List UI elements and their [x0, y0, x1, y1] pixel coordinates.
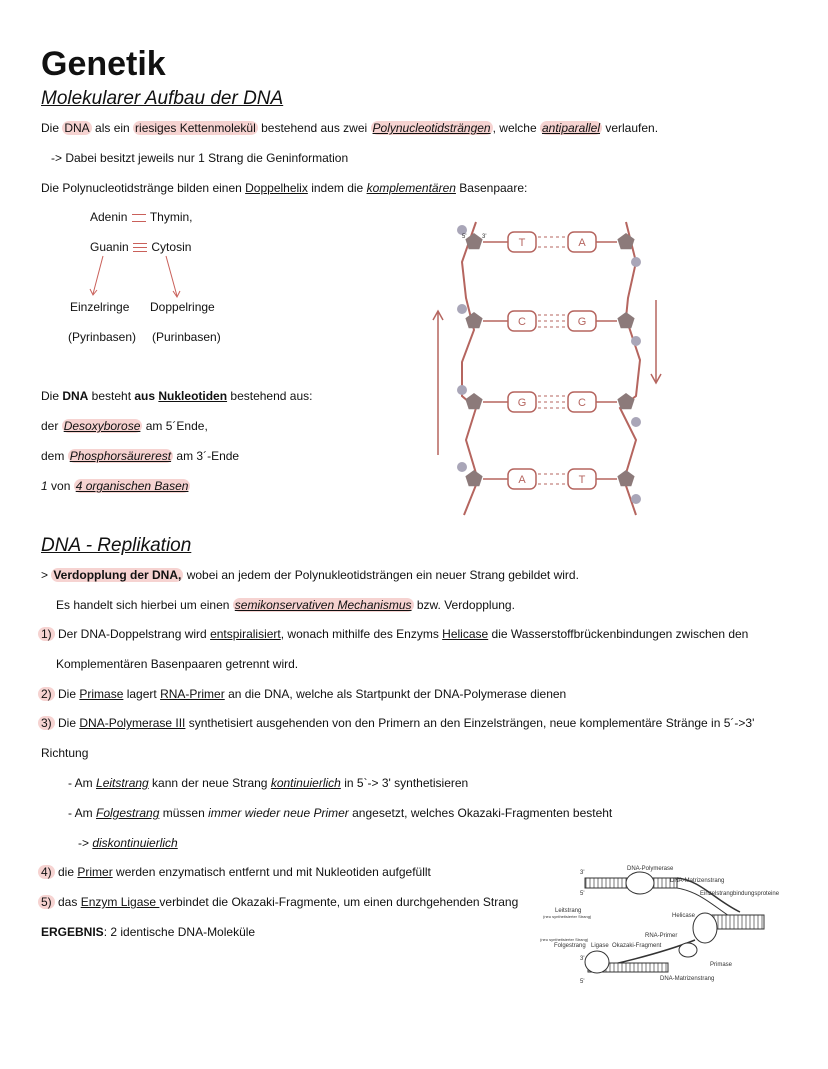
label-rna-primer: RNA-Primer	[645, 933, 678, 939]
section-heading-structure: Molekularer Aufbau der DNA	[41, 88, 284, 109]
label-leitstrang-sub: (neu synthetisierter Strang)	[543, 914, 592, 919]
geninfo-line: -> Dabei besitzt jeweils nur 1 Strang die Geninformation	[51, 151, 349, 165]
base-letter-right: T	[578, 474, 586, 486]
base-letter-right: A	[578, 237, 586, 249]
step-1-continued: Komplementären Basenpaaren getrennt wird.	[56, 657, 299, 671]
leitstrang-line: - Am Leitstrang kann der neue Strang kontinuierlich in 5`-> 3' synthetisieren	[68, 776, 469, 790]
basen-line: 1 von 4 organischen Basen	[41, 479, 189, 493]
label-helicase: Helicase	[672, 913, 696, 919]
label-3-prime: 3'	[482, 234, 487, 240]
result-line: ERGEBNIS: 2 identische DNA-Moleküle	[41, 925, 256, 939]
base-letter-left: T	[518, 237, 526, 249]
pair-guanin-cytosin: Guanin Cytosin	[90, 240, 192, 254]
label-polymerase: DNA-Polymerase	[627, 866, 674, 872]
step-3-continued: Richtung	[41, 746, 89, 760]
dna-intro-line: Die DNA als ein riesiges Kettenmolekül bestehend aus zwei Polynucleotidsträngen , welche antiparallel verlaufen.	[41, 121, 659, 135]
pair-adenin-thymin: Adenin Thymin,	[90, 210, 193, 224]
helicase-icon	[693, 913, 717, 943]
base-letter-right: G	[577, 316, 587, 328]
base-letter-left: A	[518, 474, 526, 486]
label-folge-sub: (neu synthetisierter Strang)	[540, 937, 589, 942]
label-matrize-top: DNA-Matrizenstrang	[670, 878, 725, 884]
label-5-prime-bottom: 5'	[580, 979, 585, 985]
polymerase-icon	[626, 872, 654, 894]
diskontinuierlich-line: -> diskontinuierlich	[78, 836, 178, 850]
page-title: Genetik	[41, 45, 166, 83]
label-3-prime-top: 3'	[580, 870, 585, 876]
folgestrang-line: - Am Folgestrang müssen immer wieder neue Primer angesetzt, welches Okazaki-Fragmenten besteht	[68, 806, 613, 820]
label-3-prime-bottom: 3'	[580, 956, 585, 962]
label-5-prime: 5'	[462, 234, 467, 240]
ligase-icon	[585, 951, 609, 973]
step-5: 5) das Enzym Ligase verbindet die Okazaki-Fragmente, um einen durchgehenden Strang	[38, 895, 518, 909]
section-heading-replication: DNA - Replikation	[41, 535, 192, 556]
step-4: 4) die Primer werden enzymatisch entfernt und mit Nukleotiden aufgefüllt	[38, 865, 431, 879]
pyrinbasen-label: (Pyrinbasen)	[68, 330, 137, 344]
step-2: 2) Die Primase lagert RNA-Primer an die DNA, welche als Startpunkt der DNA-Polymerase dienen	[38, 687, 566, 701]
nukleotide-line: Die DNA besteht aus Nukleotiden bestehend aus:	[41, 389, 313, 403]
label-5-prime-top: 5'	[580, 891, 585, 897]
replication-intro: > Verdopplung der DNA, wobei an jedem der Polynukleotidsträngen ein neuer Strang gebildet wird.	[41, 568, 579, 582]
label-folgestrang: Folgestrang	[554, 943, 586, 949]
semikonservativ-line: Es handelt sich hierbei um einen semikonservativen Mechanismus bzw. Verdopplung.	[56, 598, 515, 612]
step-1: 1) Der DNA-Doppelstrang wird entspiralisiert, wonach mithilfe des Enzyms Helicase die Wasserstoffbrückenbindungen zwischen den	[38, 627, 748, 641]
base-letter-left: G	[517, 397, 527, 409]
primase-icon	[679, 943, 697, 957]
label-leitstrang: Leitstrang	[555, 908, 582, 914]
label-matrize-bottom: DNA-Matrizenstrang	[660, 976, 715, 982]
doppelringe-label: Doppelringe	[150, 300, 215, 314]
helix-line: Die Polynucleotidstränge bilden einen Doppelhelix indem die komplementären Basenpaare:	[41, 181, 528, 195]
base-letter-left: C	[518, 316, 526, 328]
parent-duplex	[712, 915, 764, 929]
step-3: 3) Die DNA-Polymerase III synthetisiert ausgehenden von den Primern an den Einzelsträngen, neue komplementäre Stränge in 5´->3'	[38, 716, 754, 730]
label-ligase: Ligase	[591, 943, 609, 949]
base-letter-right: C	[578, 397, 586, 409]
einzelringe-label: Einzelringe	[70, 300, 130, 314]
label-okazaki: Okazaki-Fragment	[612, 943, 662, 949]
label-binding-proteins: Einzelstrangbindungsproteine	[700, 891, 780, 897]
zucker-line: der Desoxyborose am 5´Ende,	[41, 419, 208, 433]
phosphat-line: dem Phosphorsäurerest am 3´-Ende	[41, 449, 240, 463]
purinbasen-label: (Purinbasen)	[152, 330, 221, 344]
label-primase: Primase	[710, 962, 733, 968]
